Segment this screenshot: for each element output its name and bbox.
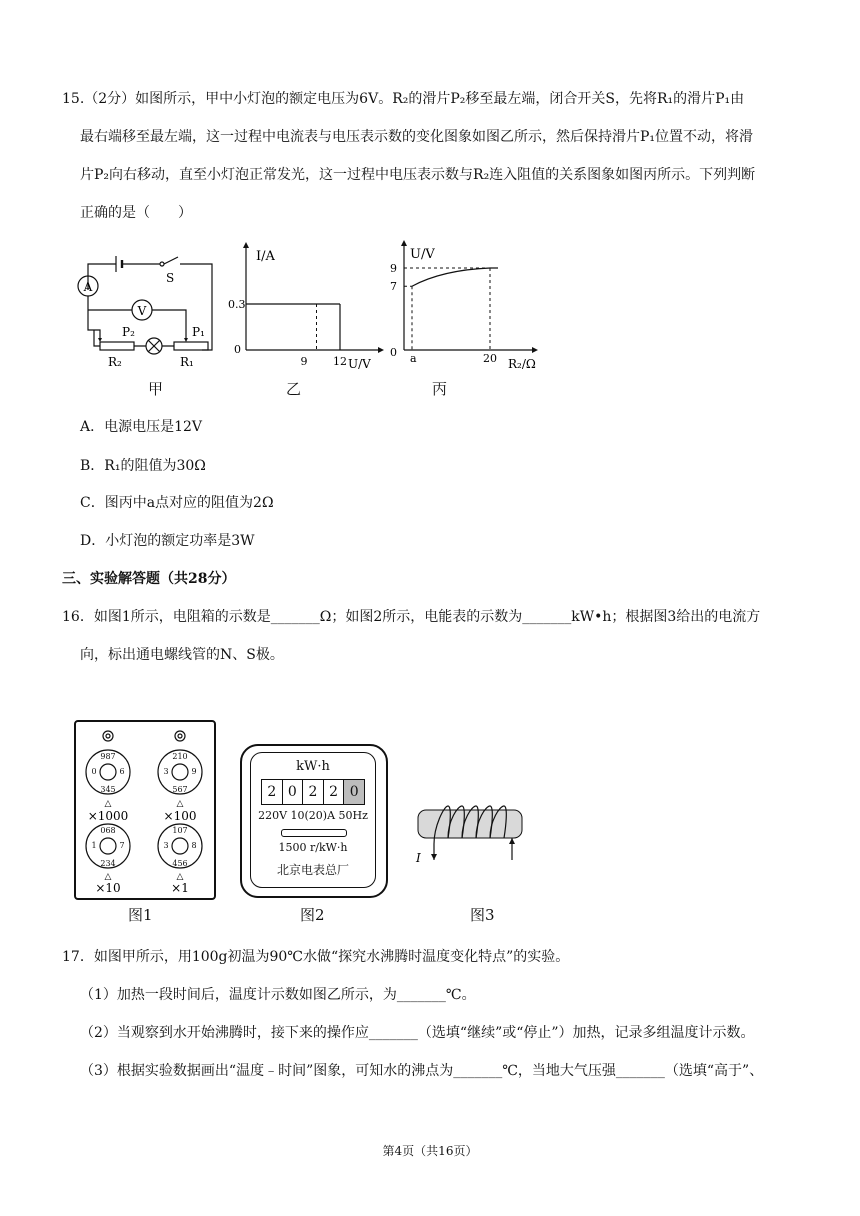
bing-ytick-9: 9 <box>390 262 397 275</box>
bing-xtick-a: a <box>410 352 417 365</box>
svg-text:1: 1 <box>91 841 97 850</box>
bing-xtick-20: 20 <box>483 352 497 365</box>
bing-data-curve <box>412 268 498 286</box>
meter-disc <box>281 829 347 837</box>
meter-digits <box>261 779 365 805</box>
option-c: C．图丙中a点对应的阻值为2Ω <box>80 495 274 511</box>
option-b: B．R₁的阻值为30Ω <box>80 458 206 474</box>
yi-xtick-9: 9 <box>300 355 308 368</box>
current-label: I <box>416 851 421 865</box>
meter-digit-3: 2 <box>303 780 324 804</box>
section-heading: 三、实验解答题（共28分） <box>62 571 236 587</box>
svg-text:6: 6 <box>119 767 125 776</box>
q16-line1: 16．如图1所示，电阻箱的示数是_______Ω；如图2所示，电能表的示数为_______kW•h；根据图3给出的电流方 <box>62 609 761 625</box>
bing-origin: 0 <box>390 346 397 359</box>
energy-meter <box>240 744 388 898</box>
svg-text:8: 8 <box>191 841 197 850</box>
switch-label: S <box>166 271 175 285</box>
svg-text:210: 210 <box>172 752 188 761</box>
svg-text:△: △ <box>176 799 184 809</box>
q17-sub1: （1）加热一段时间后，温度计示数如图乙所示，为_______℃。 <box>80 987 476 1003</box>
mult-1: ×1 <box>171 881 189 895</box>
q15-line4: 正确的是（ ） <box>80 205 192 221</box>
q17-sub3: （3）根据实验数据画出“温度﹣时间”图象，可知水的沸点为_______℃，当地大气压强_______（选填“高于”、 <box>80 1063 764 1079</box>
chart-bing <box>382 238 552 378</box>
caption-fig2: 图2 <box>300 906 325 924</box>
caption-bing: 丙 <box>432 380 448 398</box>
svg-text:107: 107 <box>172 826 188 835</box>
svg-text:345: 345 <box>100 785 116 794</box>
svg-text:9: 9 <box>191 767 197 776</box>
caption-fig3: 图3 <box>470 906 495 924</box>
svg-text:△: △ <box>176 872 184 882</box>
page-footer: 第4页（共16页） <box>382 1144 478 1158</box>
q16-line2: 向，标出通电螺线管的N、S极。 <box>80 647 284 663</box>
yi-ylabel: I/A <box>256 249 275 264</box>
meter-rev: 1500 r/kW·h <box>278 841 348 854</box>
mult-1000: ×1000 <box>87 809 129 823</box>
mult-100: ×100 <box>163 809 197 823</box>
yi-origin: 0 <box>234 343 241 356</box>
bing-ylabel: U/V <box>410 247 435 262</box>
svg-text:234: 234 <box>100 859 116 868</box>
option-d: D．小灯泡的额定功率是3W <box>80 533 255 549</box>
q17-line1: 17．如图甲所示，用100g初温为90℃水做“探究水沸腾时温度变化特点”的实验。 <box>62 949 570 965</box>
svg-text:3: 3 <box>163 767 169 776</box>
r2-label: R₂ <box>108 355 122 369</box>
q15-line3: 片P₂向右移动，直至小灯泡正常发光，这一过程中电压表示数与R₂连入阻值的关系图象如图丙所示。下列判断 <box>80 167 756 183</box>
caption-jia: 甲 <box>148 380 164 398</box>
bing-ytick-7: 7 <box>390 280 397 293</box>
yi-xlabel: U/V <box>348 357 371 371</box>
voltmeter-label: V <box>137 304 147 318</box>
q17-sub2: （2）当观察到水开始沸腾时，接下来的操作应_______（选填“继续”或“停止”）加热，记录多组温度计示数。 <box>80 1025 755 1041</box>
bing-xlabel: R₂/Ω <box>508 357 536 371</box>
caption-yi: 乙 <box>286 380 302 398</box>
p2-label: P₂ <box>122 325 135 339</box>
svg-text:0: 0 <box>91 767 97 776</box>
p1-label: P₁ <box>192 325 205 339</box>
caption-fig1: 图1 <box>128 906 153 924</box>
ammeter-label: A <box>83 280 93 294</box>
mult-10: ×10 <box>95 881 121 895</box>
svg-text:3: 3 <box>163 841 169 850</box>
solenoid-diagram <box>412 796 532 870</box>
svg-text:△: △ <box>104 799 112 809</box>
q15-line1: 15.（2分）如图所示，甲中小灯泡的额定电压为6V。R₂的滑片P₂移至最左端，闭合开关S，先将R₁的滑片P₁由 <box>62 91 745 107</box>
meter-digit-4: 2 <box>324 780 345 804</box>
q15-line2: 最右端移至最左端，这一过程中电流表与电压表示数的变化图象如图乙所示，然后保持滑片P₁位置不动，将滑 <box>80 129 754 145</box>
meter-maker: 北京电表总厂 <box>276 863 349 877</box>
svg-text:068: 068 <box>100 826 116 835</box>
yi-ytick: 0.3 <box>228 298 246 311</box>
svg-text:987: 987 <box>100 752 116 761</box>
option-a: A．电源电压是12V <box>80 419 203 435</box>
circuit-diagram-jia <box>70 250 220 390</box>
svg-text:7: 7 <box>119 841 125 850</box>
chart-yi <box>228 240 388 380</box>
svg-text:567: 567 <box>172 785 188 794</box>
svg-text:456: 456 <box>172 859 188 868</box>
yi-xtick-12: 12 <box>333 355 347 368</box>
meter-unit: kW·h <box>296 759 330 774</box>
meter-rating: 220V 10(20)A 50Hz <box>258 809 368 822</box>
meter-digit-1: 2 <box>262 780 283 804</box>
meter-digit-2: 0 <box>283 780 304 804</box>
svg-text:△: △ <box>104 872 112 882</box>
r1-label: R₁ <box>180 355 194 369</box>
resistance-box <box>74 720 216 900</box>
meter-digit-5: 0 <box>344 780 364 804</box>
